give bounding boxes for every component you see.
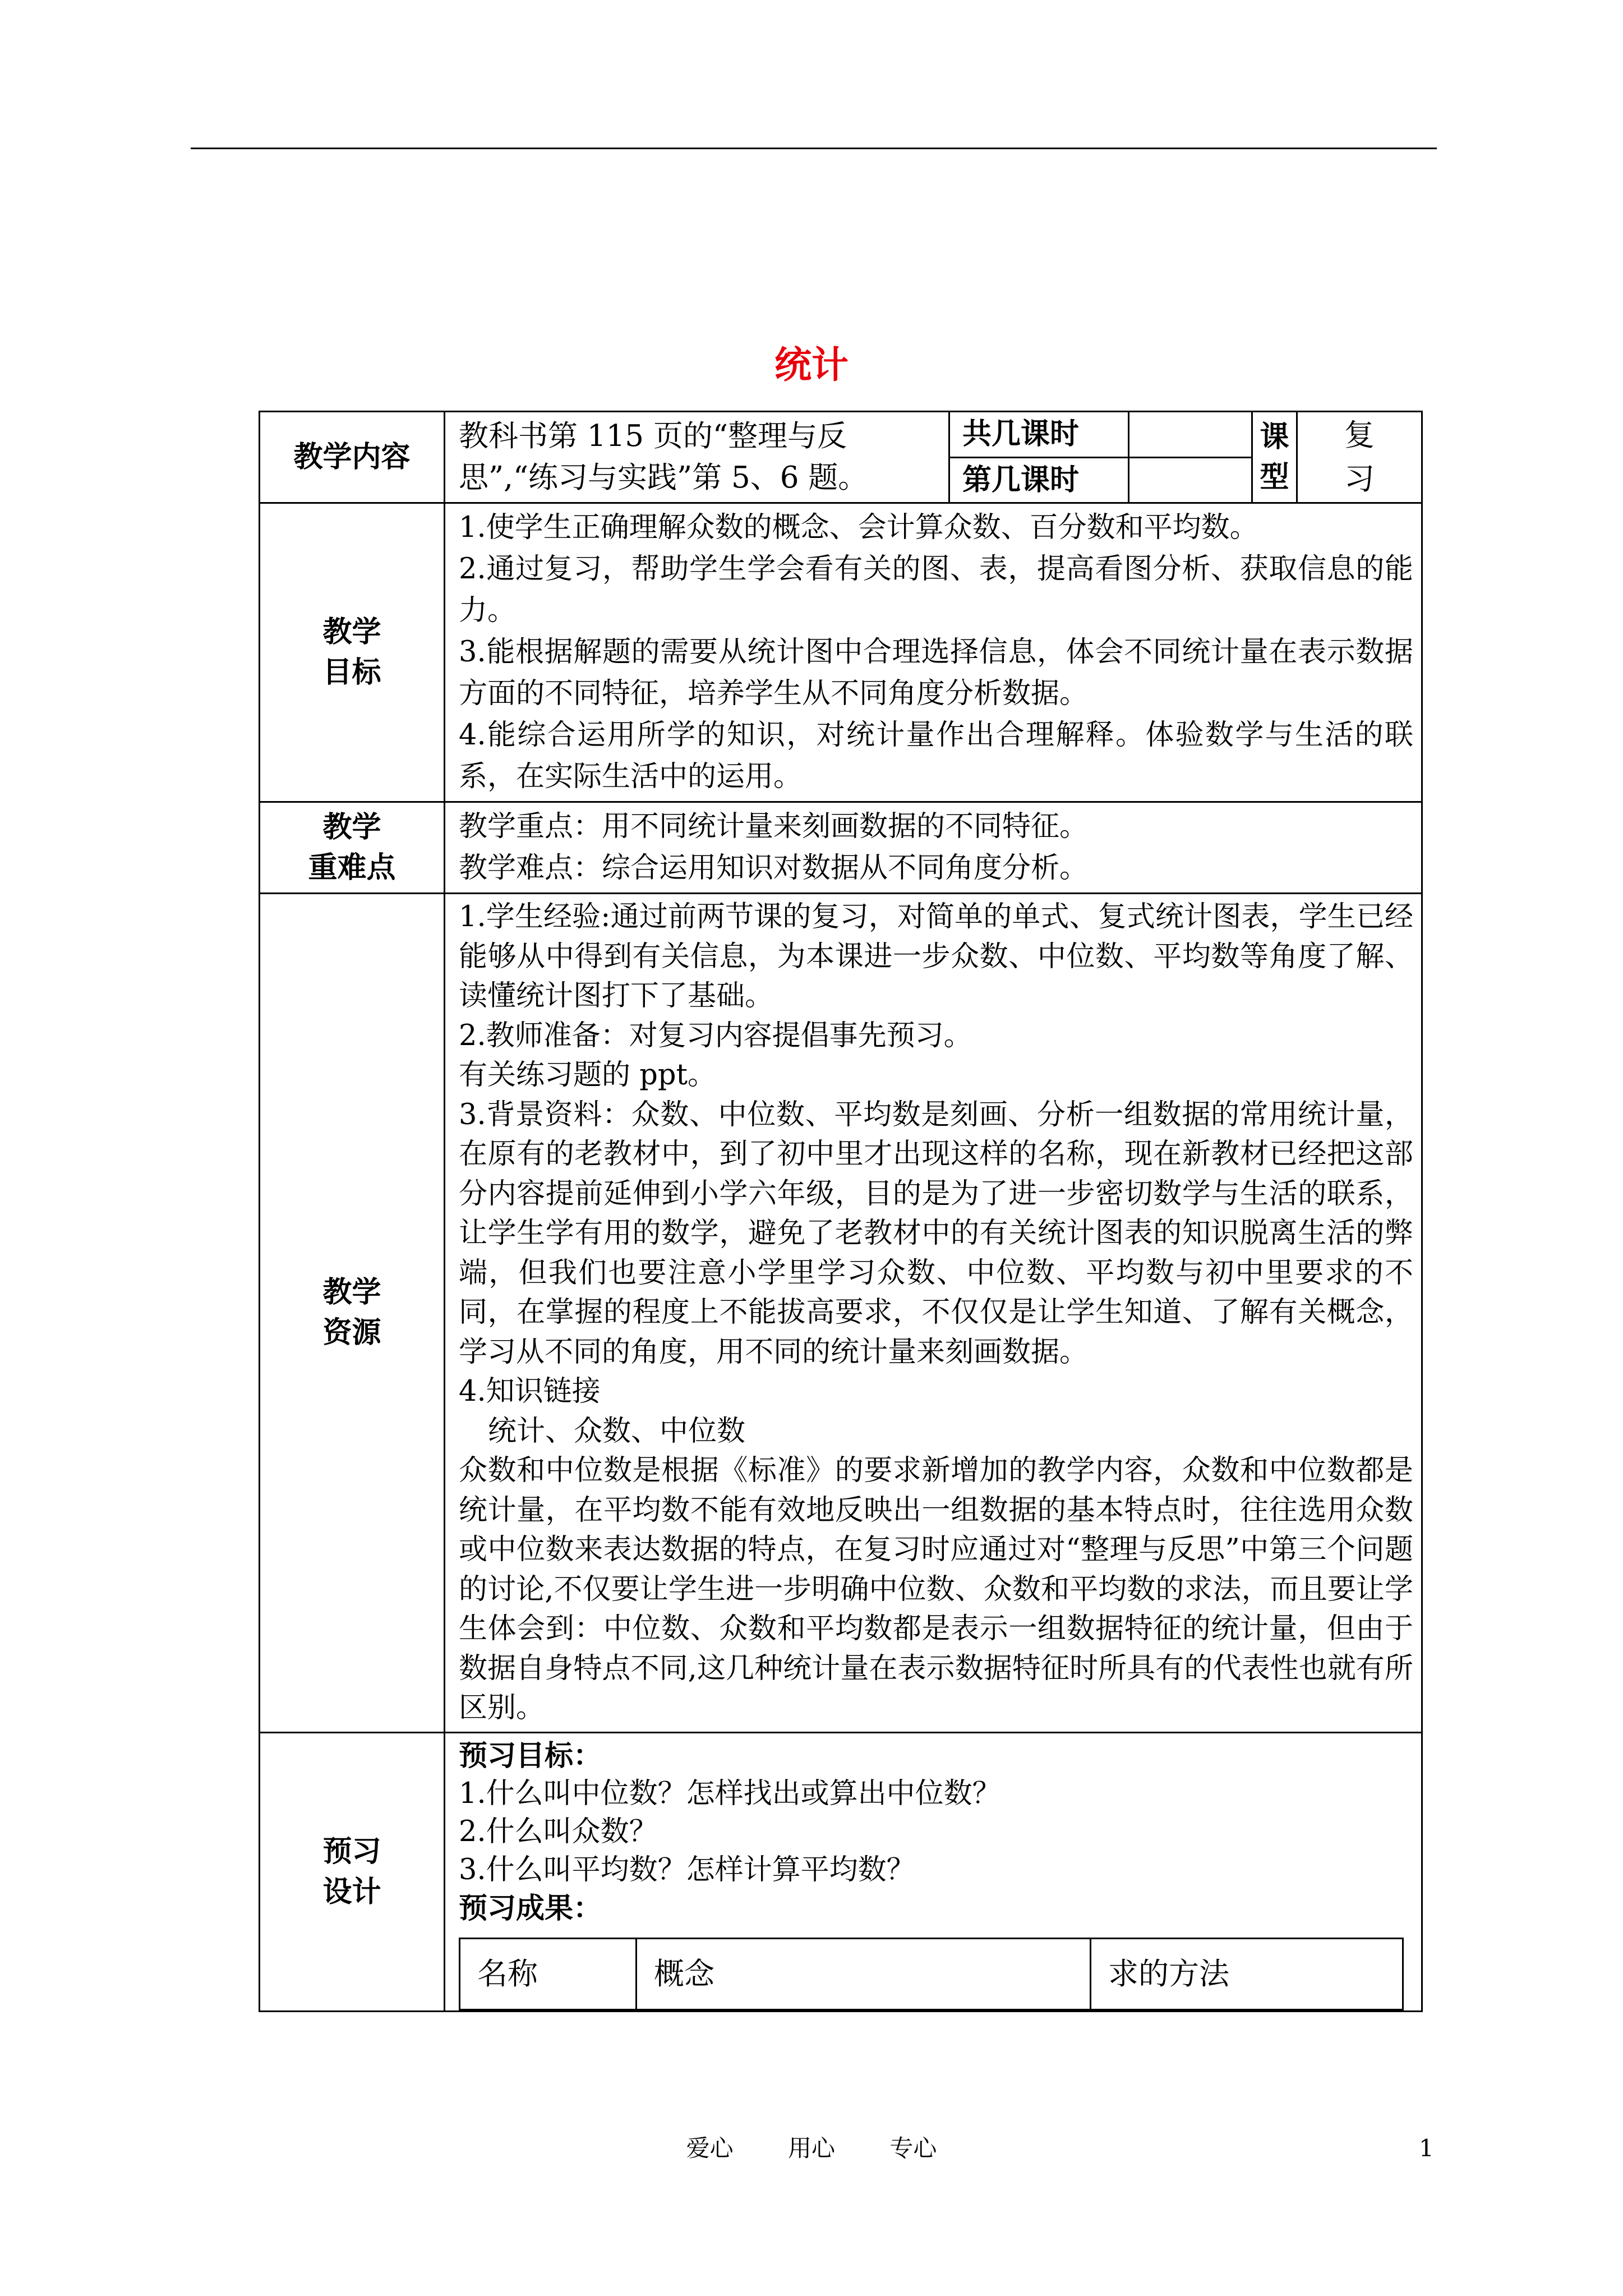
key-point-item: 教学难点：综合运用知识对数据从不同角度分析。 <box>459 852 1089 885</box>
resource-paragraph: 统计、众数、中位数 <box>488 1414 746 1448</box>
teaching-content-line-2: 思”,“练习与实践”第 5、6 题。 <box>459 461 868 495</box>
goal-item: 1.使学生正确理解众数的概念、会计算众数、百分数和平均数。 <box>459 511 1258 544</box>
value-lesson-type-1: 复 <box>1344 417 1375 453</box>
teaching-content-line-1: 教科书第 115 页的“整理与反 <box>459 419 847 453</box>
header-rule <box>191 148 1437 149</box>
label-which-hour: 第几课时 <box>949 457 1129 503</box>
preview-goal-title: 预习目标： <box>459 1738 602 1773</box>
key-points-text <box>445 802 1422 894</box>
label-key-points-2: 重难点 <box>308 850 396 885</box>
label-teaching-goals-2: 目标 <box>322 655 381 689</box>
value-which-hour <box>1129 457 1252 503</box>
label-key-points-1: 教学 <box>322 810 381 844</box>
footer-word: 爱心 <box>686 2134 734 2162</box>
resource-paragraph: 众数和中位数是根据《标准》的要求新增加的教学内容，众数和中位数都是统计量，在平均数不能有效地反映出一组数据的基本特点时，往往选用众数或中位数来表达数据的特点，在复习时应通过对“整理与反思”中第三个问题的讨论,不仅要让学生进一步明确中位数、众数和平均数的求法，而且要让学生体会到：中位数、众数和平均数都是表示一组数据特征的统计量，但由于数据自身特点不同,这几种统计量在表示数据特征时所具有的代表性也就有所区别。 <box>459 1454 1413 1724</box>
preview-question: 2.什么叫众数？ <box>459 1815 658 1848</box>
label-lesson-type <box>1252 412 1297 503</box>
preview-result-table <box>459 1938 1404 2010</box>
label-teaching-resources <box>260 894 445 1733</box>
value-lesson-type <box>1297 412 1422 503</box>
goal-item: 4.能综合运用所学的知识，对统计量作出合理解释。体验数学与生活的联系，在实际生活中的运用。 <box>459 719 1413 793</box>
label-lesson-type-1: 课 <box>1260 420 1289 454</box>
label-preview-design <box>260 1732 445 2011</box>
teaching-goals-text <box>445 503 1422 802</box>
label-key-points <box>260 802 445 894</box>
label-teaching-resources-2: 资源 <box>322 1315 381 1350</box>
label-teaching-content: 教学内容 <box>260 412 445 503</box>
preview-question: 1.什么叫中位数？怎样找出或算出中位数？ <box>459 1777 1001 1810</box>
goal-item: 2.通过复习，帮助学生学会看有关的图、表，提高看图分析、获取信息的能力。 <box>459 553 1413 627</box>
footer-word: 用心 <box>787 2134 835 2162</box>
footer-word: 专心 <box>889 2134 937 2162</box>
resource-paragraph: 2.教师准备：对复习内容提倡事先预习。 <box>459 1019 972 1052</box>
document-title: 统计 <box>774 343 849 386</box>
page-number: 1 <box>1419 2134 1434 2162</box>
label-teaching-resources-1: 教学 <box>322 1275 381 1310</box>
teaching-resources-text <box>445 894 1422 1733</box>
value-total-hours <box>1129 412 1252 458</box>
label-preview-design-2: 设计 <box>322 1874 381 1909</box>
value-lesson-type-2: 习 <box>1344 461 1375 496</box>
label-preview-design-1: 预习 <box>322 1834 381 1869</box>
label-teaching-goals <box>260 503 445 802</box>
page-footer <box>0 2132 1623 2165</box>
result-header-method: 求的方法 <box>1091 1938 1403 2009</box>
lesson-plan-table <box>259 411 1423 2012</box>
resource-paragraph: 3.背景资料：众数、中位数、平均数是刻画、分析一组数据的常用统计量，在原有的老教材中，到了初中里才出现这样的名称，现在新教材已经把这部分内容提前延伸到小学六年级，目的是为了进一步密切数学与生活的联系，让学生学有用的数学，避免了老教材中的有关统计图表的知识脱离生活的弊端，但我们也要注意小学里学习众数、中位数、平均数与初中里要求的不同，在掌握的程度上不能拔高要求，不仅仅是让学生知道、了解有关概念，学习从不同的角度，用不同的统计量来刻画数据。 <box>459 1098 1413 1369</box>
resource-paragraph: 有关练习题的 ppt。 <box>459 1059 717 1092</box>
label-total-hours: 共几课时 <box>949 412 1129 458</box>
goal-item: 3.能根据解题的需要从统计图中合理选择信息，体会不同统计量在表示数据方面的不同特征，培养学生从不同角度分析数据。 <box>459 636 1413 710</box>
result-header-concept: 概念 <box>637 1938 1091 2009</box>
label-lesson-type-2: 型 <box>1260 460 1289 494</box>
resource-paragraph: 1.学生经验:通过前两节课的复习，对简单的单式、复式统计图表，学生已经能够从中得到有关信息，为本课进一步众数、中位数、平均数等角度了解、读懂统计图打下了基础。 <box>459 900 1413 1013</box>
teaching-content-text <box>445 412 949 503</box>
key-point-item: 教学重点：用不同统计量来刻画数据的不同特征。 <box>459 810 1089 843</box>
preview-question: 3.什么叫平均数？怎样计算平均数？ <box>459 1853 915 1887</box>
preview-result-title: 预习成果： <box>459 1891 602 1925</box>
result-header-name: 名称 <box>460 1938 637 2009</box>
preview-design-content <box>445 1732 1422 2011</box>
resource-paragraph: 4.知识链接 <box>459 1375 601 1408</box>
label-teaching-goals-1: 教学 <box>322 615 381 649</box>
